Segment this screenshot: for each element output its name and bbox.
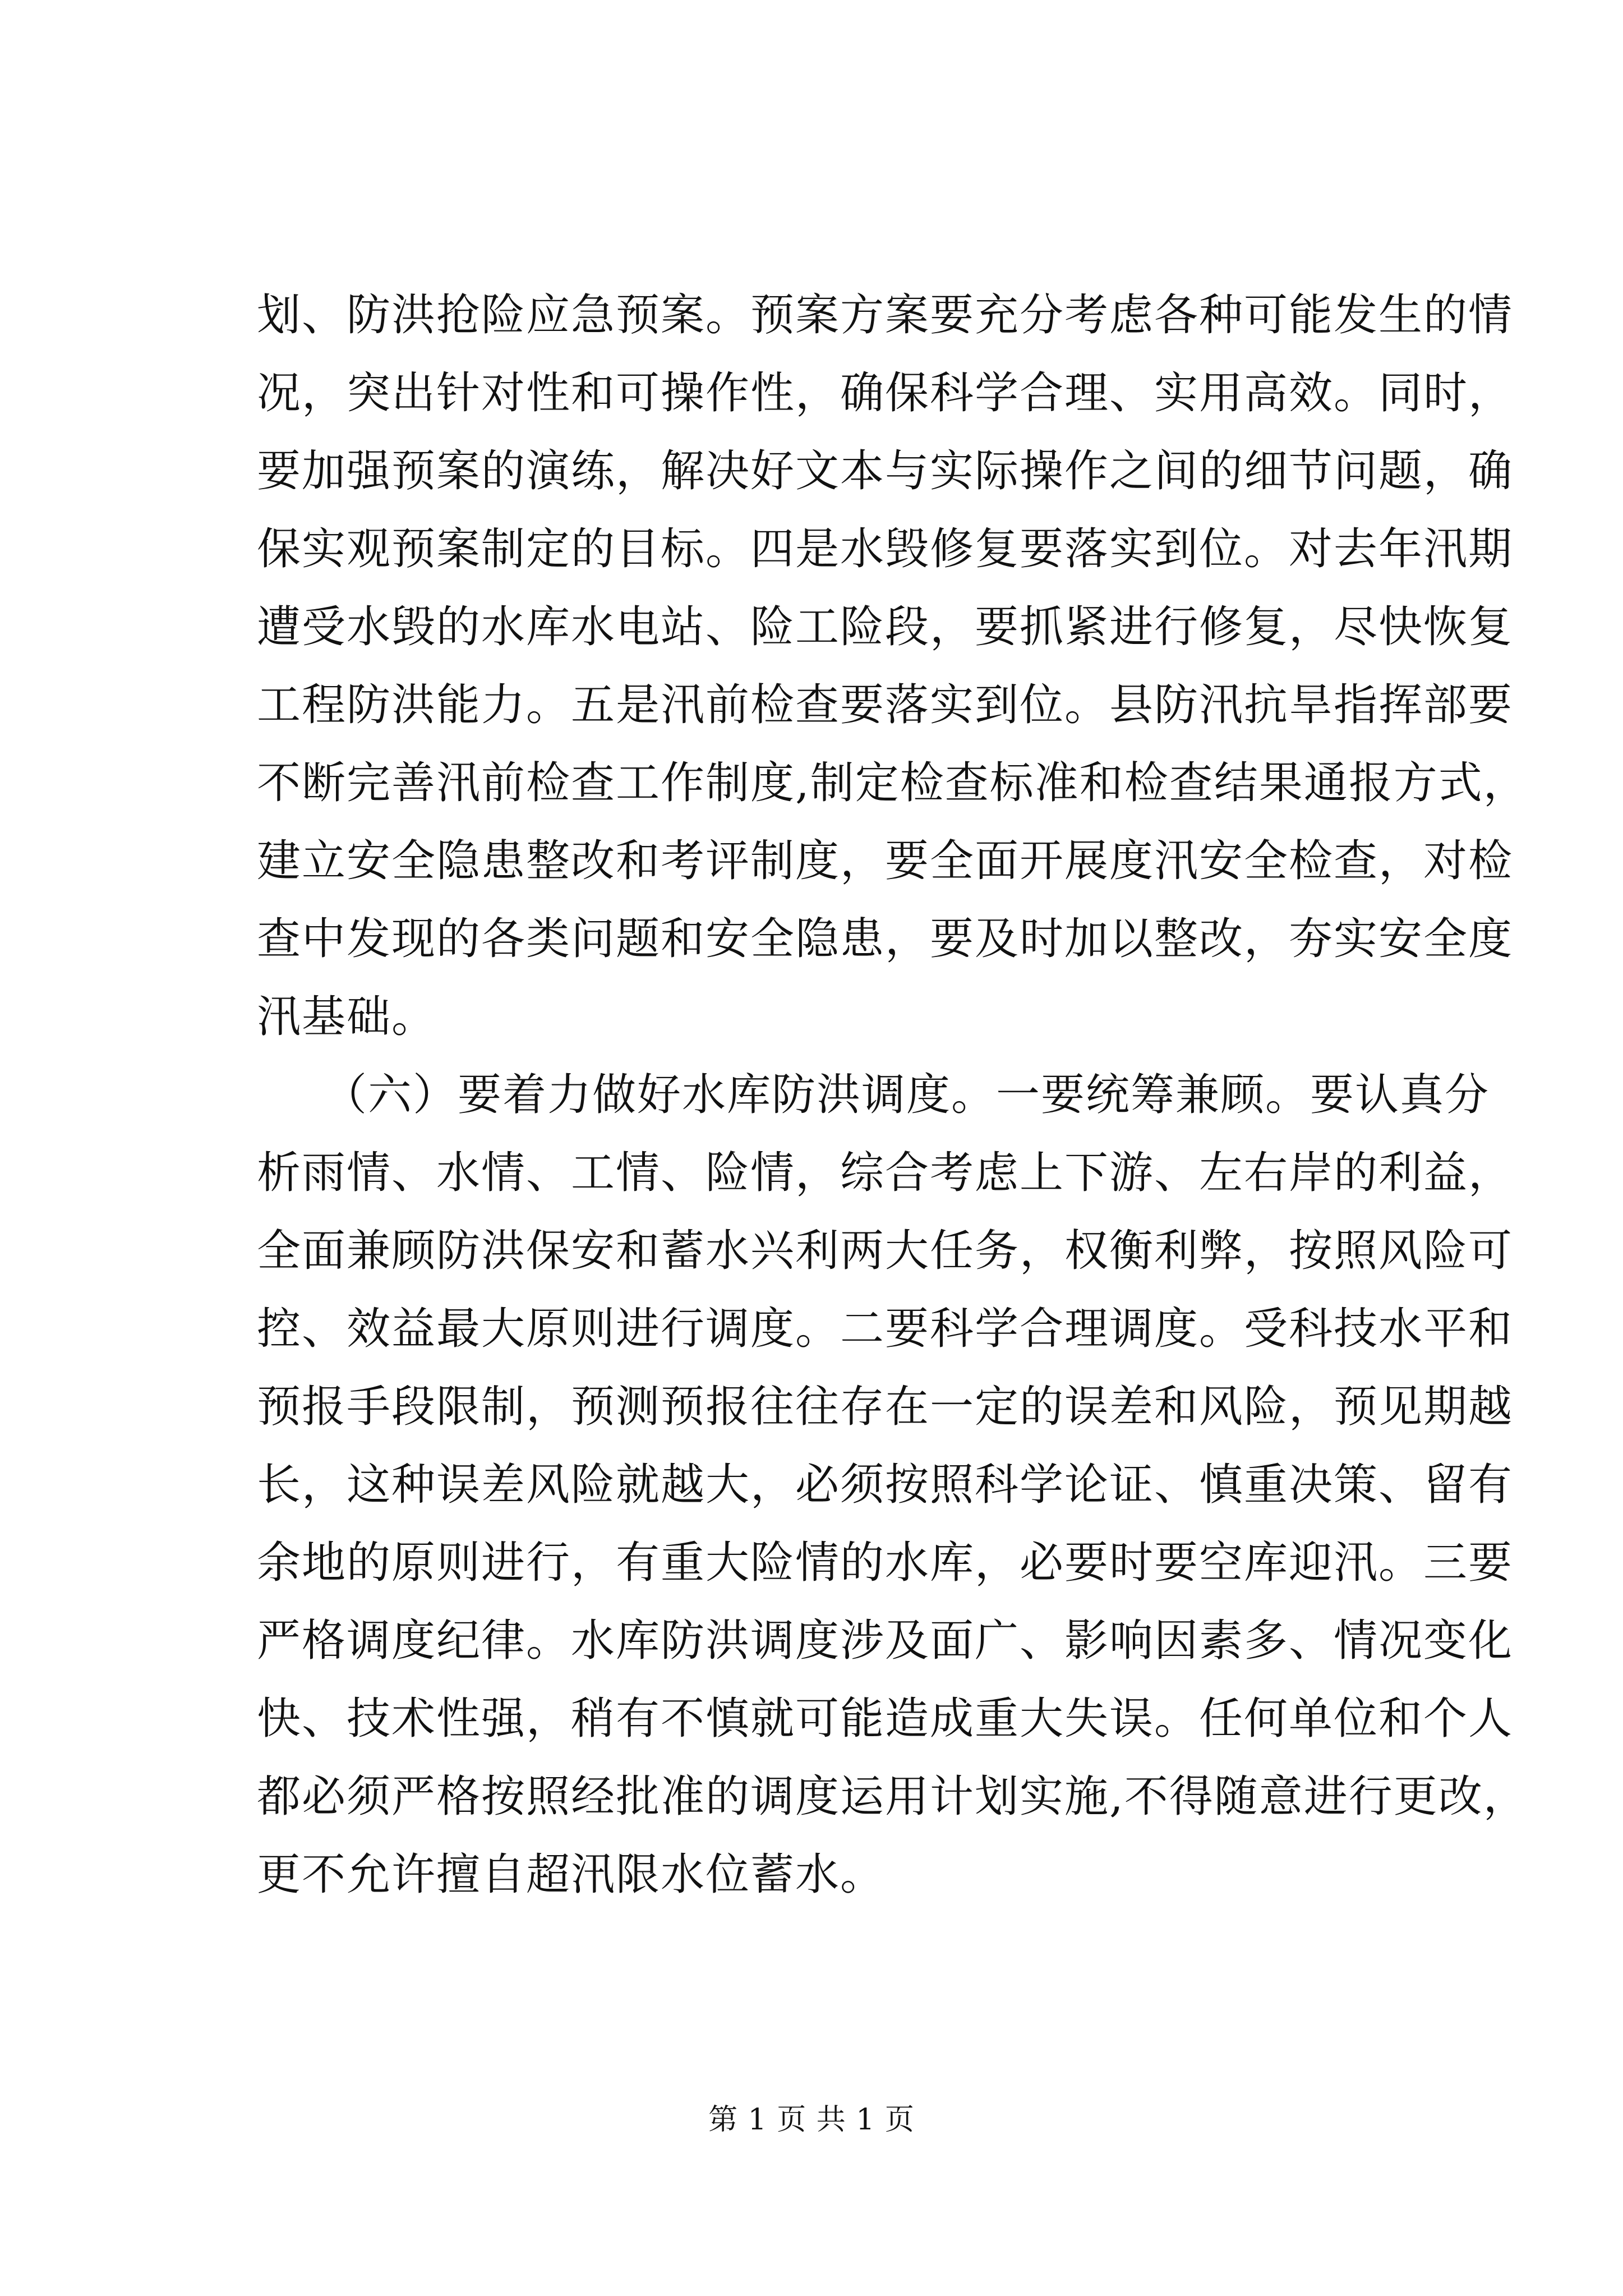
text-line: 严格调度纪律。水库防洪调度涉及面广、影响因素多、情况变化 <box>257 1616 1514 1666</box>
text-line: 析雨情、水情、工情、险情，综合考虑上下游、左右岸的利益， <box>257 1148 1514 1198</box>
paragraph-heading-line: （六）要着力做好水库防洪调度。一要统筹兼顾。要认真分 <box>323 1070 1490 1120</box>
text-line: 汛基础。 <box>257 992 437 1042</box>
text-line: 保实观预案制定的目标。四是水毁修复要落实到位。对去年汛期 <box>257 524 1514 574</box>
text-line: 全面兼顾防洪保安和蓄水兴利两大任务，权衡利弊，按照风险可 <box>257 1226 1514 1276</box>
text-line: 工程防洪能力。五是汛前检查要落实到位。县防汛抗旱指挥部要 <box>257 680 1514 730</box>
text-line: 余地的原则进行，有重大险情的水库，必要时要空库迎汛。三要 <box>257 1538 1514 1588</box>
text-line: 况，突出针对性和可操作性，确保科学合理、实用高效。同时， <box>257 368 1514 418</box>
text-line: 要加强预案的演练，解决好文本与实际操作之间的细节问题，确 <box>257 446 1514 496</box>
text-line: 都必须严格按照经批准的调度运用计划实施,不得随意进行更改， <box>257 1772 1528 1822</box>
page-footer: 第 1 页 共 1 页 <box>708 2103 915 2137</box>
text-line: 建立安全隐患整改和考评制度，要全面开展度汛安全检查，对检 <box>257 836 1514 886</box>
text-line: 更不允许擅自超汛限水位蓄水。 <box>257 1849 886 1900</box>
text-line: 预报手段限制，预测预报往往存在一定的误差和风险，预见期越 <box>257 1382 1514 1432</box>
text-line: 长，这种误差风险就越大，必须按照科学论证、慎重决策、留有 <box>257 1460 1514 1510</box>
text-line: 查中发现的各类问题和安全隐患，要及时加以整改，夯实安全度 <box>257 914 1514 964</box>
text-line: 快、技术性强，稍有不慎就可能造成重大失误。任何单位和个人 <box>257 1694 1514 1744</box>
text-line: 划、防洪抢险应急预案。预案方案要充分考虑各种可能发生的情 <box>257 290 1514 341</box>
text-line: 不断完善汛前检查工作制度,制定检查标准和检查结果通报方式， <box>257 758 1528 808</box>
text-line: 控、效益最大原则进行调度。二要科学合理调度。受科技水平和 <box>257 1304 1514 1354</box>
text-line: 遭受水毁的水库水电站、险工险段，要抓紧进行修复，尽快恢复 <box>257 602 1514 652</box>
